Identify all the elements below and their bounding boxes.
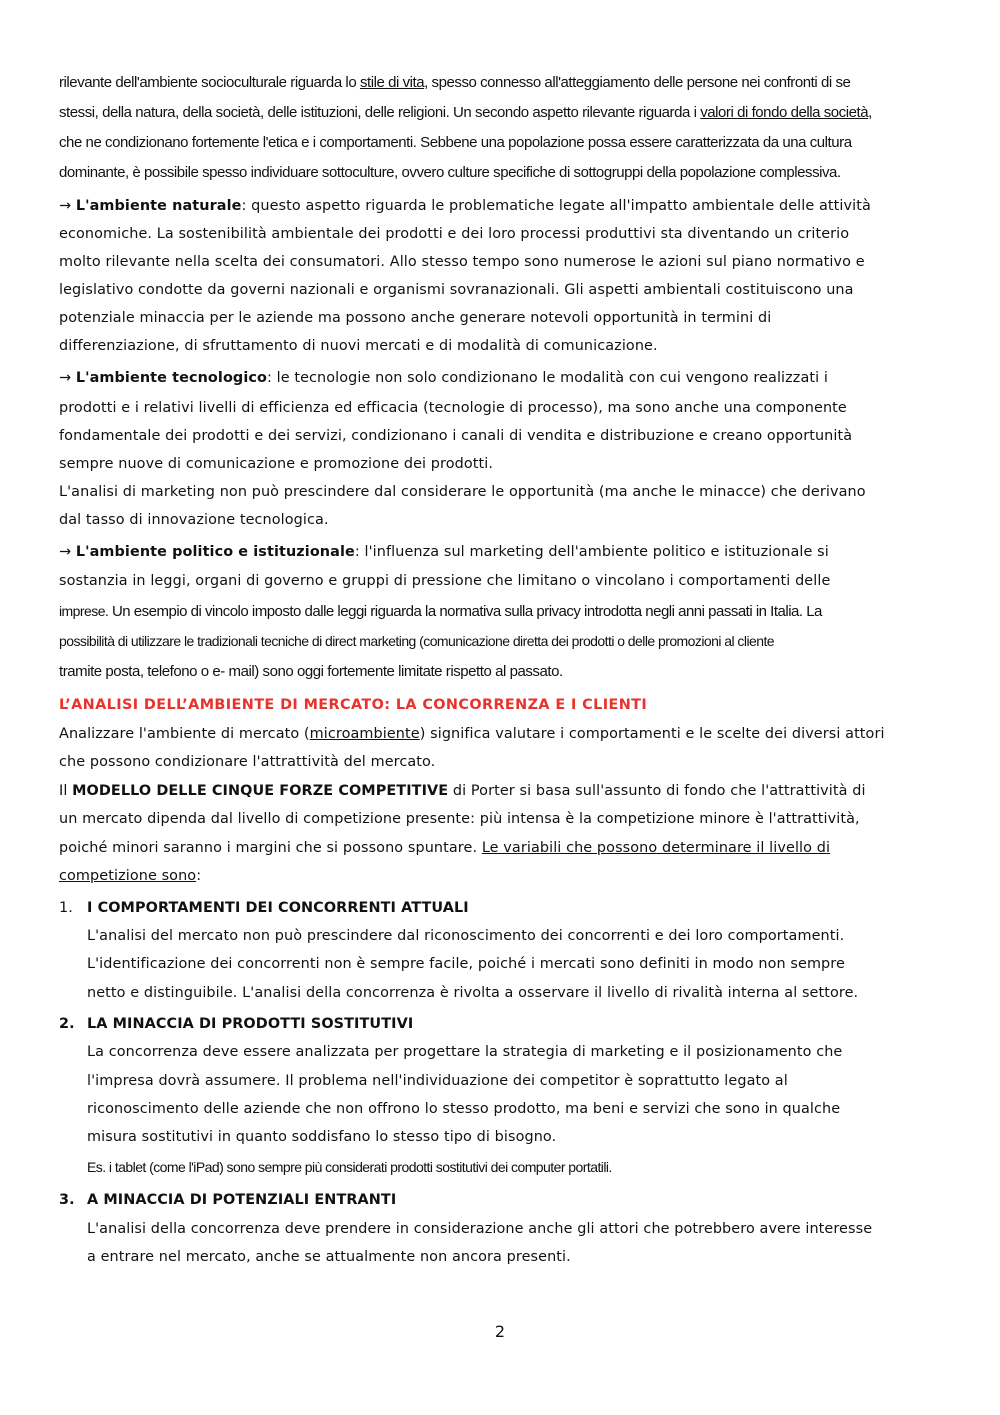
page-number: 2 xyxy=(494,1322,506,1341)
arrow-icon: → xyxy=(59,198,76,214)
list-item-title xyxy=(87,1192,396,1208)
text: ) significa valutare i comportamenti e le scelte dei diversi attori xyxy=(419,726,885,742)
bold-term: A MINACCIA DI POTENZIALI ENTRANTI xyxy=(87,1192,397,1208)
list-item-line: L'analisi della concorrenza deve prendere in considerazione anche gli attori che potrebbero avere interesse xyxy=(87,1221,873,1237)
paragraph-sociocultural-line: dominante, è possibile spesso individuare sottoculture, ovvero culture specifiche di sottogruppi della popolazione complessiva. xyxy=(59,164,841,181)
arrow-icon: → xyxy=(59,370,76,386)
list-item-line: L'analisi del mercato non può prescindere dal riconoscimento dei concorrenti e dei loro comportamenti. xyxy=(87,928,845,944)
list-item-line: netto e distinguibile. L'analisi della concorrenza è rivolta a osservare il livello di rivalità interna al settore. xyxy=(87,985,859,1001)
underlined-text: stile di vita xyxy=(359,74,425,91)
paragraph-market-line: che possono condizionare l'attrattività del mercato. xyxy=(59,754,436,770)
paragraph-technological-line: prodotti e i relativi livelli di efficienza ed efficacia (tecnologie di processo), ma sono anche una componente xyxy=(59,400,847,416)
bold-term: L'ambiente naturale xyxy=(75,198,242,214)
paragraph-porter-line: un mercato dipenda dal livello di competizione presente: più intensa è la competizione minore è l'attrattività, xyxy=(59,811,860,827)
text: : questo aspetto riguarda le problematiche legate all'impatto ambientale delle attività xyxy=(241,198,871,214)
paragraph-porter-line xyxy=(59,783,866,799)
paragraph-technological-line: dal tasso di innovazione tecnologica. xyxy=(59,512,329,528)
paragraph-technological-line xyxy=(59,370,828,386)
paragraph-technological-line: L'analisi di marketing non può prescindere dal considerare le opportunità (ma anche le minacce) che derivano xyxy=(59,484,866,500)
paragraph-political-line: possibilità di utilizzare le tradizionali tecniche di direct marketing (comunicazione diretta dei prodotti o delle promozioni al cliente xyxy=(59,633,775,649)
list-item-title xyxy=(87,1016,413,1032)
list-item-line: La concorrenza deve essere analizzata per progettare la strategia di marketing e il posizionamento che xyxy=(87,1044,843,1060)
text: imprese. xyxy=(59,603,109,619)
text: : l'influenza sul marketing dell'ambiente politico e istituzionale si xyxy=(354,544,829,560)
text: Il xyxy=(59,783,73,799)
bold-term: I COMPORTAMENTI DEI CONCORRENTI ATTUALI xyxy=(87,900,469,916)
paragraph-natural-line: molto rilevante nella scelta dei consumatori. Allo stesso tempo sono numerose le azioni sul piano normativo e xyxy=(59,254,865,270)
paragraph-technological-line: sempre nuove di comunicazione e promozione dei prodotti. xyxy=(59,456,494,472)
paragraph-market-line xyxy=(59,726,885,742)
text: stessi, della natura, della società, delle istituzioni, delle religioni. Un secondo aspetto rilevante riguarda i xyxy=(59,104,701,121)
section-heading: L’ANALISI DELL’AMBIENTE DI MERCATO: LA CONCORRENZA E I CLIENTI xyxy=(59,697,648,713)
bold-term: 3. xyxy=(59,1192,75,1208)
bold-term: 2. xyxy=(59,1016,75,1032)
bold-term: L'ambiente tecnologico xyxy=(75,370,267,386)
underlined-text: microambiente xyxy=(309,726,420,742)
bold-term: LA MINACCIA DI PRODOTTI SOSTITUTIVI xyxy=(87,1016,414,1032)
paragraph-porter-line xyxy=(59,868,201,884)
paragraph-technological-line: fondamentale dei prodotti e dei servizi, condizionano i canali di vendita e distribuzione e creano opportunità xyxy=(59,428,853,444)
text: , spesso connesso all'atteggiamento delle persone nei confronti di se xyxy=(424,74,851,91)
list-item-line: riconoscimento delle aziende che non offrono lo stesso prodotto, ma beni e servizi che sono in qualche xyxy=(87,1101,841,1117)
text: Un esempio di vincolo imposto dalle leggi riguarda la normativa sulla privacy introdotta negli anni passati in Italia. La xyxy=(108,603,822,620)
paragraph-natural-line: differenziazione, di sfruttamento di nuovi mercati e di modalità di comunicazione. xyxy=(59,338,658,354)
list-item-line: a entrare nel mercato, anche se attualmente non ancora presenti. xyxy=(87,1249,571,1265)
bold-term: L'ambiente politico e istituzionale xyxy=(75,544,355,560)
list-item-line: l'impresa dovrà assumere. Il problema nell'individuazione dei competitor è soprattutto legato al xyxy=(87,1073,788,1089)
paragraph-sociocultural-line: che ne condizionano fortemente l'etica e i comportamenti. Sebbene una popolazione possa essere caratterizzata da una cultura xyxy=(59,134,852,151)
paragraph-natural-line xyxy=(59,198,871,214)
text: di Porter si basa sull'assunto di fondo che l'attrattività di xyxy=(448,783,866,799)
text: rilevante dell'ambiente socioculturale riguarda lo xyxy=(59,74,360,91)
underlined-text: competizione sono xyxy=(59,868,197,884)
list-item-line: L'identificazione dei concorrenti non è sempre facile, poiché i mercati sono definiti in modo non sempre xyxy=(87,956,845,972)
paragraph-sociocultural-line xyxy=(59,104,872,121)
list-item-number: 1. xyxy=(59,900,73,916)
paragraph-political-line xyxy=(59,544,829,560)
paragraph-natural-line: economiche. La sostenibilità ambientale dei prodotti e dei loro processi produttivi sta diventando un criterio xyxy=(59,226,850,242)
underlined-text: Le variabili che possono determinare il livello di xyxy=(481,840,831,856)
underlined-text: valori di fondo della società xyxy=(700,104,869,121)
paragraph-natural-line: legislativo condotte da governi nazionali e organismi sovranazionali. Gli aspetti ambientali costituiscono una xyxy=(59,282,854,298)
text: : xyxy=(196,868,202,884)
list-item-number xyxy=(59,1192,75,1208)
paragraph-porter-line xyxy=(59,840,830,856)
text: : le tecnologie non solo condizionano le modalità con cui vengono realizzati i xyxy=(266,370,828,386)
paragraph-political-line: tramite posta, telefono o e- mail) sono oggi fortemente limitate rispetto al passato. xyxy=(59,663,563,680)
text: , xyxy=(868,104,872,121)
paragraph-natural-line: potenziale minaccia per le aziende ma possono anche generare notevoli opportunità in termini di xyxy=(59,310,772,326)
paragraph-political-line: sostanzia in leggi, organi di governo e gruppi di pressione che limitano o vincolano i comportamenti delle xyxy=(59,573,831,589)
text: poiché minori saranno i margini che si possono spuntare. xyxy=(59,840,482,856)
bold-term: MODELLO DELLE CINQUE FORZE COMPETITIVE xyxy=(72,783,449,799)
list-item-number xyxy=(59,1016,75,1032)
list-item-title xyxy=(87,900,469,916)
text: Analizzare l'ambiente di mercato ( xyxy=(59,726,310,742)
list-item-line: misura sostitutivi in quanto soddisfano lo stesso tipo di bisogno. xyxy=(87,1129,557,1145)
arrow-icon: → xyxy=(59,544,76,560)
list-item-example: Es. i tablet (come l'iPad) sono sempre più considerati prodotti sostitutivi dei computer portatili. xyxy=(87,1159,612,1175)
paragraph-sociocultural-line xyxy=(59,74,850,91)
paragraph-political-line xyxy=(59,603,822,620)
